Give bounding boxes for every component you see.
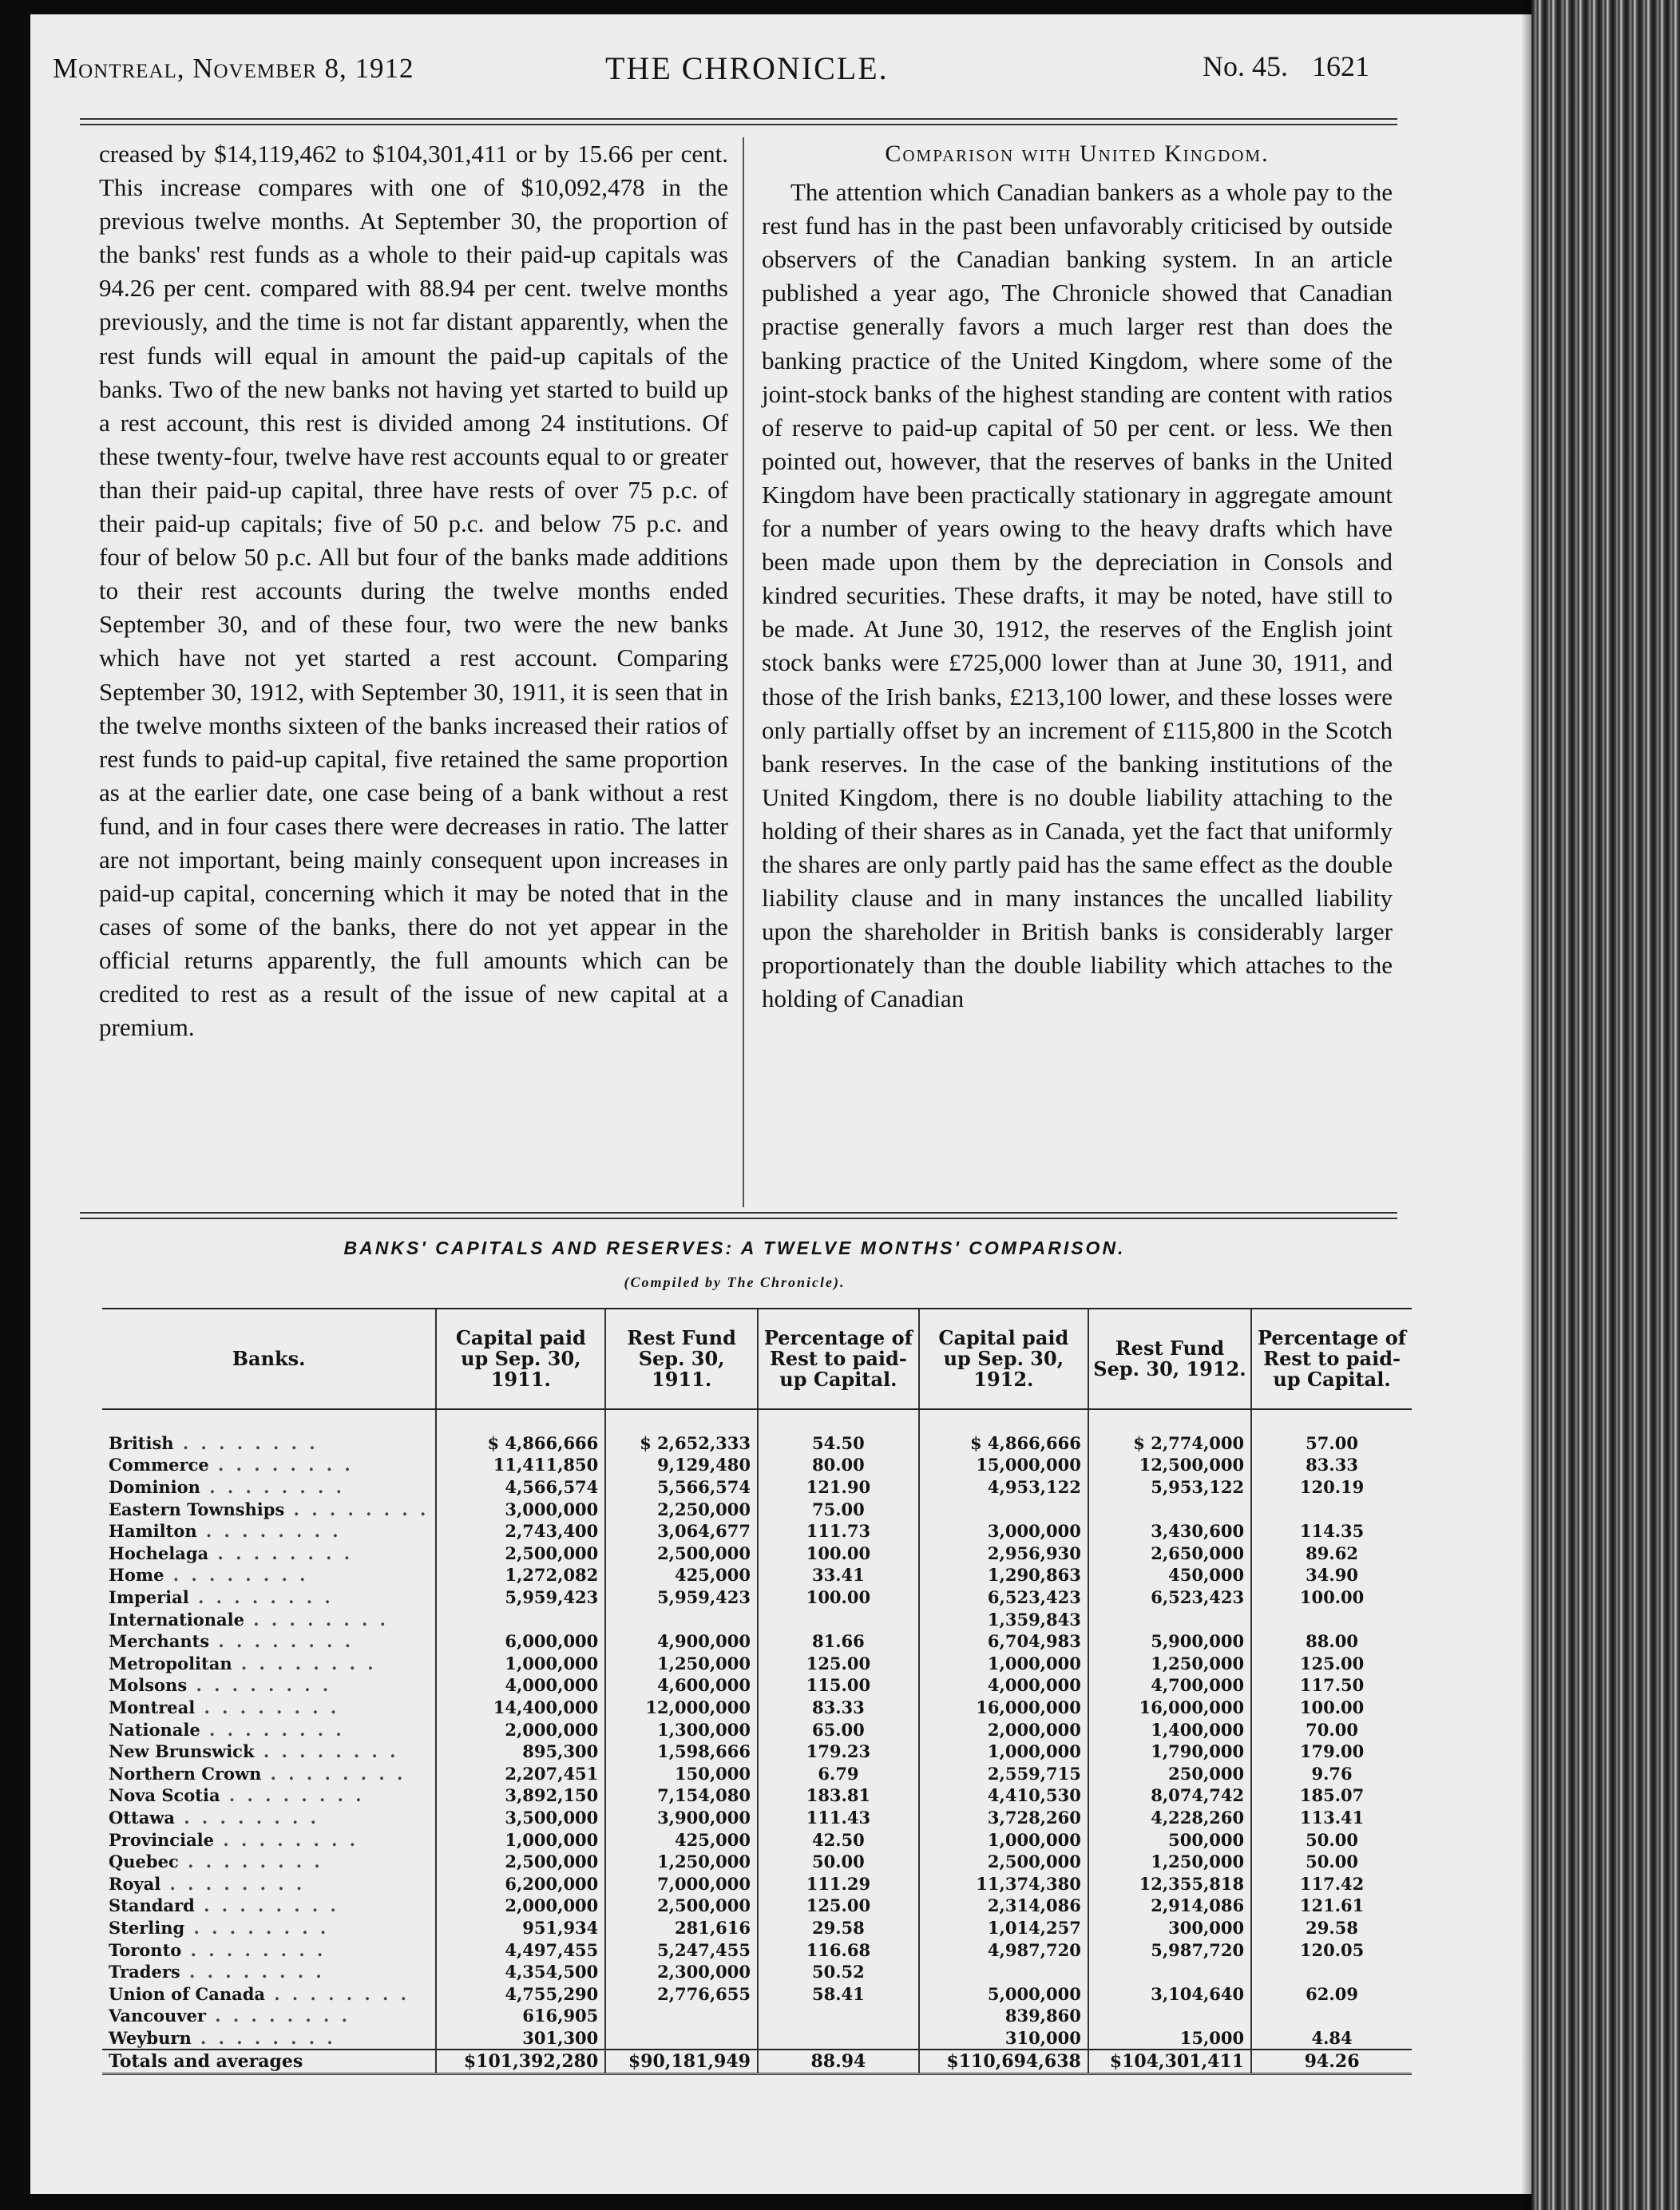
table-row xyxy=(102,1807,1412,1829)
leader-dots: . . . . . . . . xyxy=(184,1917,330,1938)
cell-pct-1912: 114.35 xyxy=(1251,1520,1412,1543)
cell-pct-1912: 29.58 xyxy=(1251,1917,1412,1939)
cell-rest-1911: 12,000,000 xyxy=(605,1697,758,1719)
cell-capital-1911: 3,892,150 xyxy=(436,1784,605,1807)
left-column-text: creased by $14,119,462 to $104,301,411 or by 15.66 per cent. This increase compares with one of $10,092,478 in the previous twelve months. At September 30, the proportion of the banks' rest funds as a whole to their paid-up capitals was 94.26 per cent. compared with 88.94 per cent. twelve months previously, and the time is not far distant apparently, when the rest funds will equal in amount the paid-up capitals of the banks. Two of the new banks not having yet started to build up a rest account, this rest is divided among 24 institutions. Of these twenty-four, twelve have rest accounts equal to or greater than their paid-up capital, three have rests of over 75 p.c. of their paid-up capitals; five of 50 p.c. and below 75 p.c. and four of below 50 p.c. All but four of the banks made additions to their rest accounts during the twelve months ended September 30, and of these four, two were the new banks which have not yet started a rest account. Comparing September 30, 1912, with September 30, 1911, it is seen that in the twelve months sixteen of the banks increased their ratios of rest funds to paid-up capital, five retained the same proportion as at the earlier date, one case being of a bank without a rest fund, and in four cases there were decreases in ratio. The latter are not important, being mainly consequent upon increases in paid-up capital, concerning which it may be noted that in the cases of some of the banks, there do not yet appear in the official returns apparently, the full amounts which can be credited to rest as a result of the issue of new capital at a premium. xyxy=(99,140,728,1042)
cell-capital-1912: 3,000,000 xyxy=(919,1520,1088,1543)
cell-capital-1911: 951,934 xyxy=(436,1917,605,1939)
cell-rest-1911: 7,154,080 xyxy=(605,1784,758,1807)
cell-rest-1911: $ 2,652,333 xyxy=(605,1432,758,1455)
cell-rest-1911: 5,247,455 xyxy=(605,1939,758,1961)
cell-capital-1912: 1,290,863 xyxy=(919,1564,1088,1586)
cell-rest-1911: 5,566,574 xyxy=(605,1476,758,1499)
cell-capital-1912: 3,728,260 xyxy=(919,1807,1088,1829)
cell-capital-1911: 2,500,000 xyxy=(436,1543,605,1565)
cell-pct-1911: 33.41 xyxy=(758,1564,919,1586)
leader-dots: . . . . . . . . xyxy=(181,1939,327,1960)
cell-bank-name: Traders . . . . . . . . xyxy=(109,1962,325,1982)
cell-capital-1911: 3,500,000 xyxy=(436,1807,605,1829)
header-rule xyxy=(80,118,1397,125)
col-header-capital-1911: Capital paid up Sep. 30, 1911. xyxy=(436,1309,605,1409)
leader-dots: . . . . . . . . xyxy=(191,2027,336,2048)
cell-pct-1911: 183.81 xyxy=(758,1784,919,1807)
cell-rest-1912: 2,914,086 xyxy=(1088,1895,1251,1917)
cell-rest-1911: 1,300,000 xyxy=(605,1718,758,1741)
cell-capital-1911: 2,000,000 xyxy=(436,1718,605,1741)
cell-pct-1911: 6.79 xyxy=(758,1763,919,1785)
totals-capital-1912: $110,694,638 xyxy=(919,2050,1088,2073)
table-row xyxy=(102,2027,1412,2050)
cell-rest-1911: 4,600,000 xyxy=(605,1674,758,1697)
cell-capital-1912: 11,374,380 xyxy=(919,1872,1088,1895)
cell-capital-1911: 2,207,451 xyxy=(436,1763,605,1785)
cell-rest-1912: 6,523,423 xyxy=(1088,1586,1251,1609)
cell-capital-1912: 4,953,122 xyxy=(919,1476,1088,1499)
cell-capital-1912: 310,000 xyxy=(919,2027,1088,2050)
cell-rest-1911: 1,250,000 xyxy=(605,1653,758,1675)
cell-bank-name: Home . . . . . . . . xyxy=(109,1565,309,1586)
cell-capital-1911: 1,000,000 xyxy=(436,1828,605,1851)
cell-pct-1911: 121.90 xyxy=(758,1476,919,1499)
leader-dots: . . . . . . . . xyxy=(208,1543,354,1563)
cell-bank-name: Metropolitan . . . . . . . . xyxy=(109,1653,377,1673)
cell-rest-1911: 7,000,000 xyxy=(605,1872,758,1895)
leader-dots: . . . . . . . . xyxy=(164,1565,309,1586)
leader-dots: . . . . . . . . xyxy=(254,1741,399,1762)
cell-rest-1911: 281,616 xyxy=(605,1917,758,1939)
cell-capital-1912: 1,000,000 xyxy=(919,1741,1088,1763)
cell-pct-1911: 75.00 xyxy=(758,1498,919,1520)
cell-capital-1912: 1,000,000 xyxy=(919,1828,1088,1851)
cell-rest-1912: 8,074,742 xyxy=(1088,1784,1251,1807)
cell-pct-1911: 50.52 xyxy=(758,1961,919,1983)
cell-pct-1911 xyxy=(758,2027,919,2050)
cell-pct-1912: 9.76 xyxy=(1251,1763,1412,1785)
cell-capital-1912: 16,000,000 xyxy=(919,1697,1088,1719)
totals-rest-1912: $104,301,411 xyxy=(1088,2050,1251,2073)
leader-dots: . . . . . . . . xyxy=(196,1521,342,1542)
table-row xyxy=(102,1653,1412,1675)
cell-pct-1912: 50.00 xyxy=(1251,1851,1412,1873)
table-row xyxy=(102,2005,1412,2027)
spacer-row xyxy=(102,1409,1412,1432)
cell-pct-1912: 120.19 xyxy=(1251,1476,1412,1499)
cell-rest-1911: 2,500,000 xyxy=(605,1543,758,1565)
cell-capital-1911: 4,755,290 xyxy=(436,1982,605,2005)
cell-rest-1912: 16,000,000 xyxy=(1088,1697,1251,1719)
cell-capital-1912: 2,000,000 xyxy=(919,1718,1088,1741)
col-header-banks: Banks. xyxy=(102,1309,436,1409)
section-heading: Comparison with United Kingdom. xyxy=(885,141,1270,167)
leader-dots: . . . . . . . . xyxy=(264,1983,410,2004)
cell-pct-1912: 62.09 xyxy=(1251,1982,1412,2005)
cell-rest-1912: 5,987,720 xyxy=(1088,1939,1251,1961)
leader-dots: . . . . . . . . xyxy=(214,1829,359,1850)
cell-rest-1912: 300,000 xyxy=(1088,1917,1251,1939)
cell-capital-1911: 2,743,400 xyxy=(436,1520,605,1543)
table-row xyxy=(102,1982,1412,2005)
cell-rest-1912 xyxy=(1088,1498,1251,1520)
table-row xyxy=(102,1763,1412,1785)
cell-pct-1912: 179.00 xyxy=(1251,1741,1412,1763)
table-subtitle: (Compiled by The Chronicle). xyxy=(624,1274,846,1290)
cell-rest-1912: 3,430,600 xyxy=(1088,1520,1251,1543)
issue-page xyxy=(1203,50,1393,83)
banks-table xyxy=(102,1308,1412,2075)
table-row xyxy=(102,1917,1412,1939)
cell-capital-1911: 6,200,000 xyxy=(436,1872,605,1895)
cell-rest-1911 xyxy=(605,2005,758,2027)
cell-bank-name: Eastern Townships . . . . . . . . xyxy=(109,1499,430,1519)
cell-capital-1912: 2,559,715 xyxy=(919,1763,1088,1785)
cell-bank-name: Nova Scotia . . . . . . . . xyxy=(109,1785,365,1806)
cell-capital-1912 xyxy=(919,1498,1088,1520)
cell-pct-1911: 81.66 xyxy=(758,1630,919,1653)
cell-pct-1912: 83.33 xyxy=(1251,1454,1412,1476)
cell-capital-1912: 2,500,000 xyxy=(919,1851,1088,1873)
cell-bank-name: Imperial . . . . . . . . xyxy=(109,1587,334,1608)
cell-capital-1912: 6,523,423 xyxy=(919,1586,1088,1609)
cell-pct-1911 xyxy=(758,2005,919,2027)
cell-capital-1912: 4,410,530 xyxy=(919,1784,1088,1807)
cell-capital-1912: 5,000,000 xyxy=(919,1982,1088,2005)
cell-bank-name: Molsons . . . . . . . . xyxy=(109,1675,332,1696)
cell-bank-name: Ottawa . . . . . . . . xyxy=(109,1807,319,1828)
cell-pct-1912: 88.00 xyxy=(1251,1630,1412,1653)
cell-rest-1912: 15,000 xyxy=(1088,2027,1251,2050)
table-row xyxy=(102,1498,1412,1520)
cell-capital-1912: 1,014,257 xyxy=(919,1917,1088,1939)
cell-capital-1912: 6,704,983 xyxy=(919,1630,1088,1653)
cell-capital-1911: $ 4,866,666 xyxy=(436,1432,605,1455)
totals-pct-1912: 94.26 xyxy=(1251,2050,1412,2073)
cell-bank-name: Vancouver . . . . . . . . xyxy=(109,2006,351,2026)
cell-pct-1912: 34.90 xyxy=(1251,1564,1412,1586)
cell-pct-1911: 100.00 xyxy=(758,1586,919,1609)
cell-bank-name: Standard . . . . . . . . xyxy=(109,1895,339,1916)
cell-capital-1911: 11,411,850 xyxy=(436,1454,605,1476)
cell-pct-1912: 100.00 xyxy=(1251,1586,1412,1609)
cell-capital-1911 xyxy=(436,1608,605,1630)
cell-rest-1911 xyxy=(605,2027,758,2050)
cell-rest-1912: 1,790,000 xyxy=(1088,1741,1251,1763)
cell-pct-1912: 125.00 xyxy=(1251,1653,1412,1675)
cell-rest-1912: 1,250,000 xyxy=(1088,1653,1251,1675)
cell-pct-1911: 179.23 xyxy=(758,1741,919,1763)
table-row xyxy=(102,1828,1412,1851)
cell-rest-1912: 2,650,000 xyxy=(1088,1543,1251,1565)
cell-capital-1911: 301,300 xyxy=(436,2027,605,2050)
col-header-rest-1911: Rest Fund Sep. 30, 1911. xyxy=(605,1309,758,1409)
cell-capital-1911: 1,000,000 xyxy=(436,1653,605,1675)
cell-capital-1912: 2,956,930 xyxy=(919,1543,1088,1565)
cell-bank-name: Weyburn . . . . . . . . xyxy=(109,2027,336,2048)
cell-bank-name: Internationale . . . . . . . . xyxy=(109,1609,389,1630)
cell-rest-1912 xyxy=(1088,2005,1251,2027)
leader-dots: . . . . . . . . xyxy=(160,1873,306,1894)
table-row xyxy=(102,1454,1412,1476)
cell-bank-name: Hochelaga . . . . . . . . xyxy=(109,1543,354,1563)
col-header-capital-1912: Capital paid up Sep. 30, 1912. xyxy=(919,1309,1088,1409)
journal-title: THE CHRONICLE. xyxy=(605,50,889,86)
leader-dots: . . . . . . . . xyxy=(220,1785,365,1806)
cell-pct-1911: 125.00 xyxy=(758,1895,919,1917)
leader-dots: . . . . . . . . xyxy=(232,1653,377,1673)
cell-bank-name: Toronto . . . . . . . . xyxy=(109,1939,327,1960)
cell-rest-1911: 2,776,655 xyxy=(605,1982,758,2005)
page-number: 1621 xyxy=(1312,50,1369,82)
cell-pct-1911: 83.33 xyxy=(758,1697,919,1719)
table-row xyxy=(102,1741,1412,1763)
cell-capital-1912: 839,860 xyxy=(919,2005,1088,2027)
cell-rest-1912: 450,000 xyxy=(1088,1564,1251,1586)
table-row xyxy=(102,1784,1412,1807)
cell-capital-1911: 4,354,500 xyxy=(436,1961,605,1983)
cell-rest-1911: 1,250,000 xyxy=(605,1851,758,1873)
table-title: BANKS' CAPITALS AND RESERVES: A TWELVE MONTHS' COMPARISON. xyxy=(343,1238,1126,1258)
cell-bank-name: British . . . . . . . . xyxy=(109,1432,319,1453)
cell-pct-1912: 121.61 xyxy=(1251,1895,1412,1917)
cell-rest-1912 xyxy=(1088,1961,1251,1983)
cell-pct-1911: 50.00 xyxy=(758,1851,919,1873)
cell-pct-1912 xyxy=(1251,1498,1412,1520)
leader-dots: . . . . . . . . xyxy=(200,1477,345,1498)
cell-capital-1912: 1,359,843 xyxy=(919,1608,1088,1630)
cell-rest-1912: 5,953,122 xyxy=(1088,1476,1251,1499)
cell-rest-1912: 12,500,000 xyxy=(1088,1454,1251,1476)
cell-rest-1911: 2,250,000 xyxy=(605,1498,758,1520)
cell-capital-1911: 4,000,000 xyxy=(436,1674,605,1697)
leader-dots: . . . . . . . . xyxy=(244,1609,389,1630)
cell-pct-1911: 80.00 xyxy=(758,1454,919,1476)
table-row xyxy=(102,1895,1412,1917)
cell-bank-name: Quebec . . . . . . . . xyxy=(109,1852,323,1872)
cell-pct-1912: 4.84 xyxy=(1251,2027,1412,2050)
table-row xyxy=(102,1520,1412,1543)
table-row xyxy=(102,1476,1412,1499)
table-row xyxy=(102,1961,1412,1983)
cell-capital-1911: 14,400,000 xyxy=(436,1697,605,1719)
cell-rest-1911: 150,000 xyxy=(605,1763,758,1785)
leader-dots: . . . . . . . . xyxy=(284,1499,430,1519)
cell-pct-1911: 65.00 xyxy=(758,1718,919,1741)
cell-bank-name: Royal . . . . . . . . xyxy=(109,1873,306,1894)
totals-rest-1911: $90,181,949 xyxy=(605,2050,758,2073)
cell-pct-1912: 89.62 xyxy=(1251,1543,1412,1565)
cell-pct-1911: 111.43 xyxy=(758,1807,919,1829)
table-row xyxy=(102,1718,1412,1741)
cell-rest-1911 xyxy=(605,1608,758,1630)
cell-pct-1912: 185.07 xyxy=(1251,1784,1412,1807)
cell-capital-1911: 1,272,082 xyxy=(436,1564,605,1586)
leader-dots: . . . . . . . . xyxy=(188,1587,334,1608)
table-row xyxy=(102,1586,1412,1609)
cell-pct-1911: 42.50 xyxy=(758,1828,919,1851)
cell-rest-1912: 3,104,640 xyxy=(1088,1982,1251,2005)
right-column xyxy=(762,137,1393,1016)
table-body xyxy=(102,1409,1412,2050)
cell-bank-name: Dominion . . . . . . . . xyxy=(109,1477,345,1498)
cell-pct-1911: 115.00 xyxy=(758,1674,919,1697)
cell-rest-1911: 2,300,000 xyxy=(605,1961,758,1983)
cell-pct-1912 xyxy=(1251,2005,1412,2027)
col-header-pct-1911: Percentage of Rest to paid-up Capital. xyxy=(758,1309,919,1409)
table-row xyxy=(102,1608,1412,1630)
cell-rest-1912: 5,900,000 xyxy=(1088,1630,1251,1653)
table-row xyxy=(102,1564,1412,1586)
cell-pct-1912: 100.00 xyxy=(1251,1697,1412,1719)
leader-dots: . . . . . . . . xyxy=(261,1763,406,1784)
cell-rest-1911: 4,900,000 xyxy=(605,1630,758,1653)
column-divider xyxy=(743,137,744,1207)
cell-capital-1911: 895,300 xyxy=(436,1741,605,1763)
cell-capital-1912: 4,987,720 xyxy=(919,1939,1088,1961)
cell-pct-1911 xyxy=(758,1608,919,1630)
leader-dots: . . . . . . . . xyxy=(173,1432,319,1453)
issue-number: No. 45. xyxy=(1203,50,1288,82)
cell-bank-name: Provinciale . . . . . . . . xyxy=(109,1829,359,1850)
cell-rest-1911: 425,000 xyxy=(605,1828,758,1851)
cell-rest-1911: 3,064,677 xyxy=(605,1520,758,1543)
cell-capital-1912: 2,314,086 xyxy=(919,1895,1088,1917)
cell-capital-1911: 4,497,455 xyxy=(436,1939,605,1961)
cell-pct-1911: 100.00 xyxy=(758,1543,919,1565)
cell-pct-1911: 29.58 xyxy=(758,1917,919,1939)
table-row xyxy=(102,1939,1412,1961)
cell-pct-1912: 120.05 xyxy=(1251,1939,1412,1961)
cell-capital-1912: 4,000,000 xyxy=(919,1674,1088,1697)
cell-pct-1911: 116.68 xyxy=(758,1939,919,1961)
leader-dots: . . . . . . . . xyxy=(209,1631,355,1652)
leader-dots: . . . . . . . . xyxy=(180,1962,325,1982)
cell-rest-1911: 425,000 xyxy=(605,1564,758,1586)
table-row xyxy=(102,1674,1412,1697)
cell-capital-1912: 15,000,000 xyxy=(919,1454,1088,1476)
leader-dots: . . . . . . . . xyxy=(175,1807,319,1828)
table-row xyxy=(102,1872,1412,1895)
cell-bank-name: Montreal . . . . . . . . xyxy=(109,1697,340,1718)
cell-capital-1911: 616,905 xyxy=(436,2005,605,2027)
cell-capital-1912 xyxy=(919,1961,1088,1983)
cell-pct-1912: 57.00 xyxy=(1251,1432,1412,1455)
cell-pct-1911: 54.50 xyxy=(758,1432,919,1455)
cell-rest-1912: 12,355,818 xyxy=(1088,1872,1251,1895)
cell-pct-1912: 117.50 xyxy=(1251,1674,1412,1697)
cell-pct-1911: 125.00 xyxy=(758,1653,919,1675)
col-header-pct-1912: Percentage of Rest to paid-up Capital. xyxy=(1251,1309,1412,1409)
totals-capital-1911: $101,392,280 xyxy=(436,2050,605,2073)
col-header-rest-1912: Rest Fund Sep. 30, 1912. xyxy=(1088,1309,1251,1409)
table-row xyxy=(102,1432,1412,1455)
table-row xyxy=(102,1630,1412,1653)
cell-rest-1911: 1,598,666 xyxy=(605,1741,758,1763)
cell-rest-1912: 4,228,260 xyxy=(1088,1807,1251,1829)
cell-pct-1911: 58.41 xyxy=(758,1982,919,2005)
running-head xyxy=(53,46,1378,94)
table-row xyxy=(102,1851,1412,1873)
cell-rest-1912: 1,250,000 xyxy=(1088,1851,1251,1873)
cell-capital-1911: 4,566,574 xyxy=(436,1476,605,1499)
table-top-rule xyxy=(80,1212,1397,1219)
cell-capital-1911: 6,000,000 xyxy=(436,1630,605,1653)
cell-rest-1912: 4,700,000 xyxy=(1088,1674,1251,1697)
cell-pct-1912: 113.41 xyxy=(1251,1807,1412,1829)
cell-rest-1911: 5,959,423 xyxy=(605,1586,758,1609)
cell-capital-1911: 3,000,000 xyxy=(436,1498,605,1520)
leader-dots: . . . . . . . . xyxy=(205,2006,351,2026)
table-header-row xyxy=(102,1309,1412,1409)
totals-label: Totals and averages xyxy=(102,2050,436,2073)
cell-rest-1912: 1,400,000 xyxy=(1088,1718,1251,1741)
cell-bank-name: Northern Crown . . . . . . . . xyxy=(109,1763,406,1784)
leader-dots: . . . . . . . . xyxy=(178,1852,323,1872)
leader-dots: . . . . . . . . xyxy=(208,1455,354,1475)
cell-capital-1911: 5,959,423 xyxy=(436,1586,605,1609)
cell-rest-1911: 9,129,480 xyxy=(605,1454,758,1476)
cell-capital-1911: 2,500,000 xyxy=(436,1851,605,1873)
cell-rest-1912: 500,000 xyxy=(1088,1828,1251,1851)
leader-dots: . . . . . . . . xyxy=(195,1697,340,1718)
cell-bank-name: Union of Canada . . . . . . . . xyxy=(109,1983,410,2004)
cell-pct-1912: 50.00 xyxy=(1251,1828,1412,1851)
leader-dots: . . . . . . . . xyxy=(200,1719,345,1740)
cell-pct-1911: 111.73 xyxy=(758,1520,919,1543)
cell-bank-name: Sterling . . . . . . . . xyxy=(109,1917,330,1938)
cell-rest-1911: 2,500,000 xyxy=(605,1895,758,1917)
leader-dots: . . . . . . . . xyxy=(187,1675,332,1696)
cell-pct-1912: 70.00 xyxy=(1251,1718,1412,1741)
cell-pct-1911: 111.29 xyxy=(758,1872,919,1895)
cell-bank-name: Commerce . . . . . . . . xyxy=(109,1455,354,1475)
cell-capital-1912: 1,000,000 xyxy=(919,1653,1088,1675)
cell-rest-1912 xyxy=(1088,1608,1251,1630)
totals-row xyxy=(102,2050,1412,2073)
right-column-text: The attention which Canadian bankers as a whole pay to the rest fund has in the past been unfavorably criticised by outside observers of the Canadian banking system. In an article published a year ago, The Chronicle showed that Canadian practise generally favors a much larger rest than does the banking practice of the United Kingdom, where some of the joint-stock banks of the highest standing are content with ratios of reserve to paid-up capital of 50 per cent. or less. We then pointed out, however, that the reserves of banks in the United Kingdom have been practically stationary in aggregate amount for a number of years owing to the heavy drafts which have been made upon them by the depreciation in Consols and kindred securities. These drafts, it may be noted, have still to be made. At June 30, 1912, the reserves of the English joint stock banks were £725,000 lower than at June 30, 1911, and those of the Irish banks, £213,100 lower, and these losses were only partially offset by an increment of £115,800 in the Scotch bank reserves. In the case of the banking institutions of the United Kingdom, there is no double liability attaching to the holding of their shares as in Canada, yet the fact that uniformly the shares are only partly paid has the same effect as the double liability clause and in many instances the uncalled liability upon the shareholder in British banks is considerably larger proportionately than the double liability which attaches to the holding of Canadian xyxy=(762,178,1393,1013)
cell-bank-name: Merchants . . . . . . . . xyxy=(109,1631,355,1652)
table-row xyxy=(102,1697,1412,1719)
cell-bank-name: Hamilton . . . . . . . . xyxy=(109,1521,342,1542)
cell-capital-1911: 2,000,000 xyxy=(436,1895,605,1917)
cell-bank-name: Nationale . . . . . . . . xyxy=(109,1719,345,1740)
leader-dots: . . . . . . . . xyxy=(194,1895,339,1916)
totals-pct-1911: 88.94 xyxy=(758,2050,919,2073)
cell-rest-1912: 250,000 xyxy=(1088,1763,1251,1785)
cell-rest-1912: $ 2,774,000 xyxy=(1088,1432,1251,1455)
cell-bank-name: New Brunswick . . . . . . . . xyxy=(109,1741,399,1762)
book-page-edges xyxy=(1531,0,1680,2210)
cell-pct-1912: 117.42 xyxy=(1251,1872,1412,1895)
place-date: Montreal, November 8, 1912 xyxy=(53,53,414,84)
cell-capital-1912: $ 4,866,666 xyxy=(919,1432,1088,1455)
cell-pct-1912 xyxy=(1251,1961,1412,1983)
cell-rest-1911: 3,900,000 xyxy=(605,1807,758,1829)
table-row xyxy=(102,1543,1412,1565)
cell-pct-1912 xyxy=(1251,1608,1412,1630)
